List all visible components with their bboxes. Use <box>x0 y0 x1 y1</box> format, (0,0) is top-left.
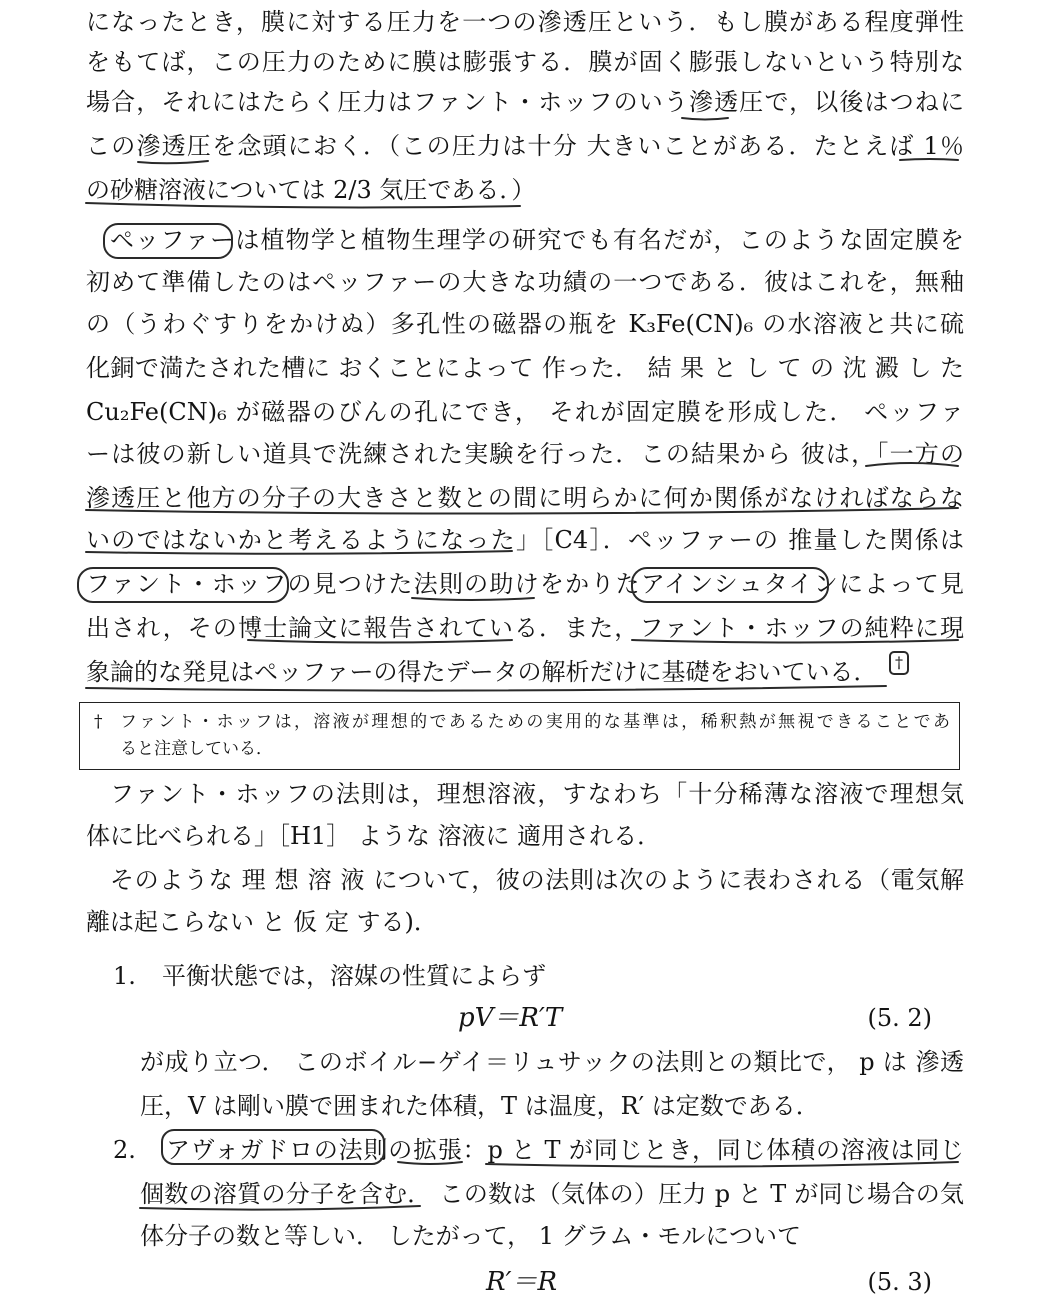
text-line: をもてば，この圧力のために膜は膨張する．膜が固く膨張しないという特別な <box>86 48 964 76</box>
equation-number: (5. 2) <box>867 1004 932 1032</box>
list-item-intro: 平衡状態では，溶媒の性質によらず <box>162 962 546 990</box>
text-line: が成り立つ． このボイル−ゲイ＝リュサックの法則との類比で， p は 滲透 <box>140 1048 964 1076</box>
footnote-line: ファント・ホッフは，溶液が理想的であるための実用的な基準は，稀釈熱が無視できることであ <box>120 712 950 732</box>
footnote-marker: † <box>889 651 909 675</box>
text-line: 離は起こらない と 仮 定 する)． <box>86 908 438 936</box>
text-line: 化銅で満たされた槽に おくことによって 作った． 結 果 と し て の 沈 澱 し た <box>86 354 964 382</box>
text-line: ファント・ホッフの見つけた法則の助けをかりたアインシュタインによって見 <box>86 570 964 598</box>
text-line: 象論的な発見はペッファーの得たデータの解析だけに基礎をおいている． <box>86 658 878 686</box>
text-line: 初めて準備したのはペッファーの大きな功績の一つである．彼はこれを，無釉 <box>86 268 964 296</box>
list-item-number: 1. <box>113 962 136 990</box>
footnote-mark: † <box>94 712 103 732</box>
equation-5-3: R′＝R <box>486 1267 558 1297</box>
footnote-line: ると注意している． <box>120 739 273 759</box>
text-line: アヴォガドロの法則の拡張：p と T が同じとき，同じ体積の溶液は同じ <box>166 1136 964 1164</box>
equation-5-2: pV＝R′T <box>458 1003 563 1033</box>
text-line: 出され，その博士論文に報告されている．また，ファント・ホッフの純粋に現 <box>86 614 964 642</box>
text-line: 圧，V は剛い膜で囲まれた体積，T は温度，R′ は定数である． <box>140 1092 820 1120</box>
text-line: Cu₂Fe(CN)₆ が磁器のびんの孔にでき， それが固定膜を形成した． ペッファ <box>86 398 964 426</box>
text-line: 個数の溶質の分子を含む． この数は（気体の）圧力 p と T が同じ場合の気 <box>140 1180 964 1208</box>
text-line: この滲透圧を念頭におく．（この圧力は十分 大きいことがある．たとえば 1％ <box>86 132 964 160</box>
text-line: 滲透圧と他方の分子の大きさと数との間に明らかに何か関係がなければならな <box>86 484 964 512</box>
text-line: ペッファーは植物学と植物生理学の研究でも有名だが，このような固定膜を <box>110 226 964 254</box>
text-line: の砂糖溶液については 2/3 気圧である．） <box>86 176 536 204</box>
text-line: になったとき，膜に対する圧力を一つの滲透圧という．もし膜がある程度弾性 <box>86 8 964 36</box>
text-line: ーは彼の新しい道具で洗練された実験を行った．この結果から 彼は，「一方の <box>86 440 964 468</box>
text-line: 体分子の数と等しい． したがって， 1 グラム・モルについて <box>140 1222 801 1250</box>
list-item-number: 2. <box>113 1136 136 1164</box>
equation-number: (5. 3) <box>867 1268 932 1296</box>
text-line: 場合，それにはたらく圧力はファント・ホッフのいう滲透圧で，以後はつねに <box>86 88 964 116</box>
text-line: 体に比べられる」［H1］ ような 溶液に 適用される． <box>86 822 662 850</box>
text-line: ファント・ホッフの法則は，理想溶液，すなわち「十分稀薄な溶液で理想気 <box>110 780 964 808</box>
text-line: の（うわぐすりをかけぬ）多孔性の磁器の瓶を K₃Fe(CN)₆ の水溶液と共に硫 <box>86 310 964 338</box>
text-line: いのではないかと考えるようになった」［C4］．ペッファーの 推量した関係は <box>86 526 964 554</box>
footnote-box <box>79 702 960 770</box>
text-line: そのような 理 想 溶 液 について，彼の法則は次のように表わされる（電気解 <box>110 866 964 894</box>
